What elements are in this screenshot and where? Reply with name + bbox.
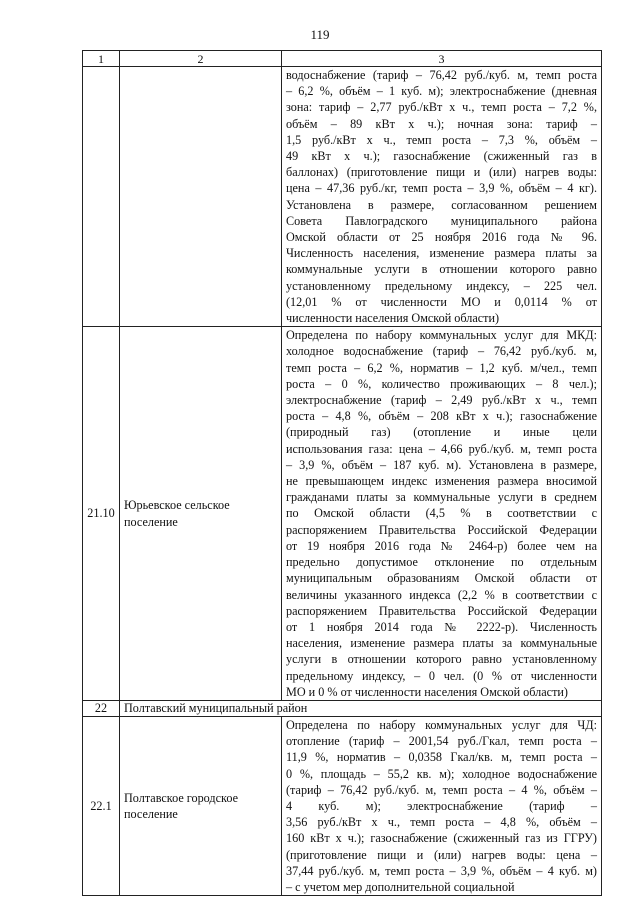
header-col-1: 1 <box>83 51 120 67</box>
text-line: 160 кВт х ч.); газоснабжение (сжиженный газ из ГГРУ) <box>286 831 597 846</box>
text-line: коммунальные услуги в отношении которого равно <box>286 262 597 277</box>
text-line: распоряжением Правительства Российской Федерации <box>286 603 597 618</box>
header-col-2: 2 <box>120 51 282 67</box>
text-line: (приготовление пищи и (или) нагрев воды: цена – <box>286 847 597 862</box>
text-line: населения, изменение размера платы за коммунальные <box>286 636 597 651</box>
text-line: услуги в отношении которого равно установленному <box>286 652 597 667</box>
text-line: Установлена в размере, согласованном решением <box>286 197 597 212</box>
row-description <box>282 67 602 327</box>
text-line: использования газа: цена – 4,66 руб./куб. м, темп роста <box>286 441 597 456</box>
text-line: Определена по набору коммунальных услуг для ЧД: <box>286 717 597 732</box>
text-line: по Омской области (4,5 % в соответствии с <box>286 506 597 521</box>
text-line: роста – 4,8 %, объём – 208 кВт х ч.); газоснабжение <box>286 409 597 424</box>
text-line: 3,56 руб./кВт х ч., темп роста – 4,8 %, объём – <box>286 815 597 830</box>
text-line: 4 куб. м); электроснабжение (тариф – <box>286 798 597 813</box>
text-line: 0 %, площадь – 55,2 кв. м); холодное водоснабжение <box>286 766 597 781</box>
text-line: электроснабжение (тариф – 2,49 руб./кВт х ч., темп <box>286 393 597 408</box>
row-number: 22.1 <box>83 716 120 895</box>
text-line: 49 кВт х ч.); газоснабжение (сжиженный газ в <box>286 149 597 164</box>
tariff-table <box>82 50 602 896</box>
text-line: не превышающем индекс изменения размера вносимой <box>286 474 597 489</box>
text-line: от 1 ноября 2014 года № 2222-р). Численность <box>286 619 597 634</box>
text-line: Определена по набору коммунальных услуг для МКД: <box>286 328 597 343</box>
text-line: (12,01 % от численности МО и 0,0114 % от <box>286 294 597 309</box>
section-row <box>83 700 602 716</box>
text-line: Омской области от 25 ноября 2016 года № 96. <box>286 230 597 245</box>
table-row <box>83 716 602 895</box>
page-number: 119 <box>310 27 330 42</box>
text-line: муниципальным образованиям Омской области от <box>286 571 597 586</box>
header-col-3: 3 <box>282 51 602 67</box>
text-line: гражданами платы за коммунальные услуги в среднем <box>286 490 597 505</box>
row-description <box>282 716 602 895</box>
text-line: предельному индексу, – 0 чел. (0 % от численности <box>286 668 597 683</box>
row-number: 21.10 <box>83 327 120 701</box>
text-line: зона: тариф – 2,77 руб./кВт х ч., темп роста – 7,2 %, <box>286 100 597 115</box>
section-name: Полтавский муниципальный район <box>120 700 602 716</box>
text-line: численности населения Омской области) <box>286 311 500 326</box>
text-line: – 6,2 %, объём – 1 куб. м); электроснабжение (дневная <box>286 84 597 99</box>
text-line: 37,44 руб./куб. м, темп роста – 3,9 %, объём – 4 куб. м) <box>286 863 597 878</box>
text-line: 11,9 %, норматив – 0,0358 Гкал/кв. м, темп роста – <box>286 750 597 765</box>
text-line: установленному предельному индексу, – 225 чел. <box>286 278 597 293</box>
municipality-name: Полтавское городское поселение <box>120 716 282 895</box>
text-line: 1,5 руб./кВт х ч., темп роста – 7,3 %, объём – <box>286 132 597 147</box>
text-line: (тариф – 76,42 руб./куб. м, темп роста – 4 %, объём – <box>286 782 597 797</box>
row-number <box>83 67 120 327</box>
text-line: роста – 0 %, количество проживающих – 8 чел.); <box>286 376 597 391</box>
municipality-name <box>120 67 282 327</box>
text-line: – 3,9 %, объём – 187 куб. м). Установлена в размере, <box>286 457 597 472</box>
text-line: предельно допустимое отклонение по отдельным <box>286 555 597 570</box>
table-row <box>83 67 602 327</box>
text-line: объём – 89 кВт х ч.); ночная зона: тариф – <box>286 116 597 131</box>
table-header-row <box>83 51 602 67</box>
text-line: (природный газ) (отопление и иные цели <box>286 425 597 440</box>
text-line: отопление (тариф – 2001,54 руб./Гкал, темп роста – <box>286 734 597 749</box>
text-line: величины указанного индекса (2,2 % в соответствии с <box>286 587 597 602</box>
text-line: баллонах) (приготовление пищи и (или) нагрев воды: <box>286 165 597 180</box>
text-line: Численность населения, изменение размера платы за <box>286 246 597 261</box>
text-line: цена – 47,36 руб./кг, темп роста – 3,9 %, объём – 4 кг). <box>286 181 597 196</box>
text-line: Совета Павлоградского муниципального района <box>286 213 597 228</box>
text-line: распоряжением Правительства Российской Федерации <box>286 522 597 537</box>
text-line: – с учетом мер дополнительной социальной <box>286 879 515 894</box>
row-description <box>282 327 602 701</box>
text-line: от 19 ноября 2016 года № 2464-р) более чем на <box>286 538 597 553</box>
section-number: 22 <box>83 700 120 716</box>
text-line: водоснабжение (тариф – 76,42 руб./куб. м, темп роста <box>286 68 597 82</box>
municipality-name: Юрьевское сельское поселение <box>120 327 282 701</box>
text-line: МО и 0 % от численности населения Омской области) <box>286 684 568 699</box>
text-line: темп роста – 6,2 %, норматив – 1,2 куб. м/чел., темп <box>286 360 597 375</box>
table-row <box>83 327 602 701</box>
text-line: холодное водоснабжение (тариф – 76,42 руб./куб. м, <box>286 344 597 359</box>
